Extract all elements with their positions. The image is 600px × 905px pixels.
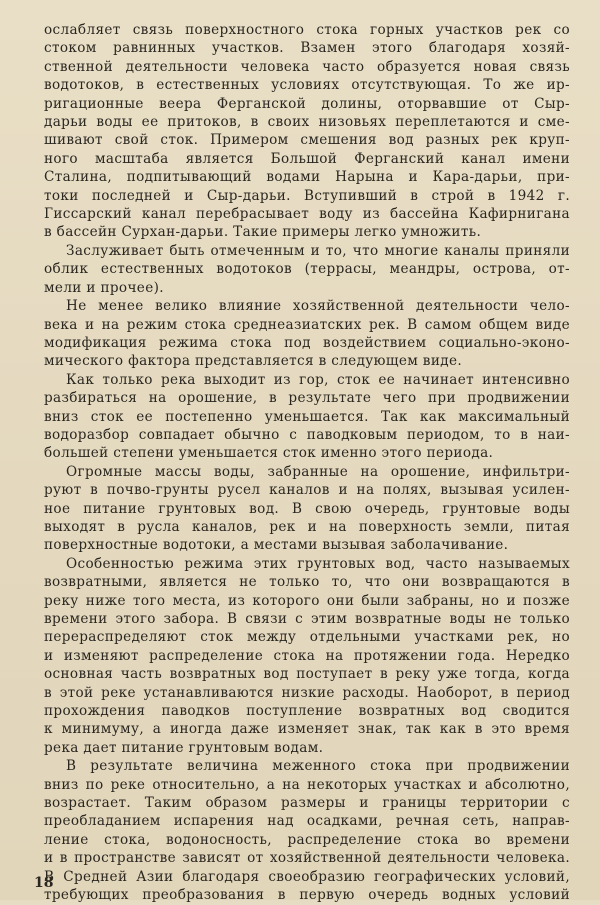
paragraph-1	[44, 21, 570, 242]
text-line: и в пространстве зависят от хозяйственной деятельности человека.	[44, 850, 570, 867]
text-line: Огромные массы воды, забранные на орошение, инфильтри-	[66, 463, 570, 480]
text-line: времени этого забора. В связи с этим возвратные воды не только	[44, 611, 570, 627]
text-line: основная часть возвратных вод поступает в реку уже тогда, когда	[44, 666, 570, 683]
text-line: Сталина, подпитывающий водами Нарына и Кара-дарьи, при-	[44, 169, 570, 186]
text-line: возвратными, является не только то, что они возвращаются в	[44, 574, 570, 591]
paragraph-4	[44, 371, 570, 463]
text-line: ригационные веера Ферганской долины, оторвавшие от Сыр-	[44, 95, 570, 112]
text-line: Заслуживает быть отмеченным и то, что многие каналы приняли	[66, 242, 570, 259]
text-line: возрастает. Таким образом размеры и границы территории с	[44, 795, 570, 812]
text-line: стоком равнинных участков. Взамен этого благодаря хозяй-	[44, 40, 570, 57]
text-line: В результате величина меженного стока при продвижении	[66, 758, 570, 775]
text-line: водотоков, в естественных условиях отсутствующая. То же ир-	[44, 77, 570, 94]
paragraph-5	[44, 463, 570, 555]
text-line: в бассейн Сурхан-дарьи. Такие примеры легко умножить.	[44, 224, 482, 241]
text-line: ственной деятельности человека часто образуется новая связь	[44, 58, 570, 75]
text-line: выходят в русла каналов, рек и на поверхность земли, питая	[44, 518, 570, 535]
text-line: вниз сток ее постепенно уменьшается. Так как максимальный	[44, 408, 570, 425]
text-line: токи последней и Сыр-дарьи. Вступивший в строй в 1942 г.	[44, 187, 570, 204]
text-line: поверхностные водотоки, а местами вызывая заболачивание.	[44, 537, 509, 554]
text-line: реку ниже того места, из которого они были забраны, но и позже	[44, 592, 570, 609]
text-line: ное питание грунтовых вод. В свою очередь, грунтовые воды	[44, 500, 570, 517]
text-line: модификация режима стока под воздействием социально-эконо-	[44, 334, 570, 351]
text-line: ление стока, водоносность, распределение стока во времени	[44, 831, 570, 848]
text-line: мического фактора представляется в следующем виде.	[44, 353, 463, 370]
text-line: руют в почво-грунты русел каналов и на полях, вызывая усилен-	[44, 482, 570, 499]
paragraph-3	[44, 297, 570, 371]
text-line: ослабляет связь поверхностного стока горных участков рек со	[44, 22, 570, 38]
text-line: разбираться на орошение, в результате чего при продвижении	[44, 390, 570, 407]
text-line: преобладанием испарения над осадками, речная сеть, направ-	[44, 813, 570, 830]
body-text	[44, 21, 570, 905]
text-line: большей степени уменьшается сток именно этого периода.	[44, 445, 494, 462]
text-line: мели и прочее).	[44, 279, 164, 296]
text-line: шивают свой сток. Примером смешения вод разных рек круп-	[44, 132, 570, 149]
text-line: облик естественных водотоков (террасы, меандры, острова, от-	[44, 261, 570, 278]
text-line: река дает питание грунтовым водам.	[44, 739, 324, 756]
text-line: Гиссарский канал перебрасывает воду из бассейна Кафирнигана	[44, 206, 570, 223]
text-line: водоразбор совпадает обычно с паводковым периодом, то в наи-	[44, 426, 570, 443]
text-line: дарьи воды ее притоков, в своих низовьях переплетаются и сме-	[44, 114, 570, 131]
text-line: требующих преобразования в первую очередь водных условий	[44, 887, 570, 904]
text-line: Не менее велико влияние хозяйственной деятельности чело-	[66, 298, 570, 315]
text-line: Особенностью режима этих грунтовых вод, часто называемых	[66, 555, 570, 572]
paragraph-6	[44, 555, 570, 757]
text-line: и изменяют распределение стока на протяжении года. Нередко	[44, 647, 570, 664]
text-line: ного масштаба является Большой Ферганский канал имени	[44, 150, 570, 167]
text-line: вниз по реке относительно, а на некоторых участках и абсолютно,	[44, 776, 570, 793]
page-number: 18	[34, 875, 54, 891]
text-line: к минимуму, а иногда даже изменяет знак, так как в это время	[44, 721, 570, 738]
text-line: перераспределяют сток между отдельными участками рек, но	[44, 629, 570, 646]
text-line: прохождения паводков поступление возвратных вод сводится	[44, 703, 570, 720]
text-line: века и на режим стока среднеазиатских рек. В самом общем виде	[44, 316, 570, 333]
paragraph-2	[44, 242, 570, 297]
text-line: в этой реке устанавливаются низкие расходы. Наоборот, в период	[44, 684, 570, 701]
text-line: В Средней Азии благодаря своеобразию географических условий,	[44, 868, 570, 885]
paragraph-7	[44, 757, 570, 904]
text-line: Как только река выходит из гор, сток ее начинает интенсивно	[66, 371, 570, 388]
